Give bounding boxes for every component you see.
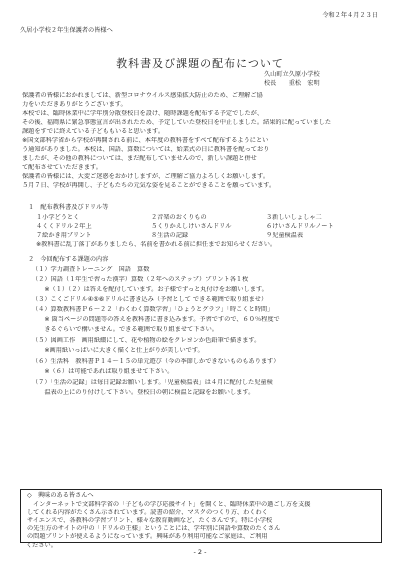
- item-row: [36, 232, 392, 240]
- intro-line: ５月７日、学校が再開し、子どもたちの元気な姿を見ることができることを願っています。: [22, 182, 276, 189]
- section1-heading: １ 配布教科書及びドリル等: [28, 204, 109, 211]
- info-line: ください。: [26, 542, 57, 549]
- page-title: 教科書及び課題の配布について: [116, 57, 284, 70]
- list-item: ６けいさんドリルノート: [266, 223, 334, 230]
- intro-line: て配布させていただきます。: [22, 164, 102, 171]
- task-line: 温表の上にのり付けして下さい。登校日の朝に検温と記録をお願いします。: [32, 389, 255, 396]
- list-item: ２音楽のおくりもの: [151, 214, 207, 221]
- info-box-heading: ◇ 興味のある皆さんへ: [27, 492, 94, 499]
- task-line: （５）図画工作 画用紙綴にして、花や植物の絵をクレヨンか色鉛筆で描きます。: [32, 337, 261, 344]
- intro-line: 力をいただきありがとうございます。: [22, 101, 127, 108]
- intro-line: 保護者の皆様には、大変ご迷惑をおかけしますが、ご理解ご協力よろしくお願いします。: [22, 173, 270, 180]
- task-line: （７）「生活の記録」は毎日記録お願いします。「児童検温表」は４月に配付した児童検: [32, 379, 273, 386]
- list-item: ８生活の記録: [151, 232, 189, 239]
- info-line: の先生方のサイトの中の「ドリルの王様」ということには、学年別に国語や算数のたくさん: [27, 525, 281, 532]
- section2-heading: ２ 今回配布する課題の内容: [28, 256, 109, 263]
- intro-line: う通知がありました。本校は、国語、算数については、始業式の日に教科書を配っており: [22, 146, 270, 153]
- task-line: ※ 箇当ページの問題等の答えを教科書に書き込みます。予習ですので、６０％程度で: [32, 316, 280, 323]
- school-name: 久山町立久原小学校: [264, 71, 320, 78]
- task-line: ※（１）（２）は答えを配付しています。お子様でずっと丸付けをお願いします。: [32, 286, 268, 293]
- page-number: - 2 -: [193, 548, 207, 556]
- list-item: ４くくドリル２年上: [36, 223, 92, 230]
- list-item: １小学どうとく: [36, 214, 80, 221]
- intro-line: ましたが、その他の教科については、まだ配布していませんので、新しい課題と併せ: [22, 155, 257, 162]
- principal-name: 校長 重松 宏明: [264, 80, 320, 87]
- info-box: [20, 489, 382, 543]
- info-line: サイエンスで、各教科の学習プリント、様々な教育動画など、たくさんです。特に小学校: [27, 517, 273, 524]
- intro-line: 保護者の皆様におかれましては、新型コロナウイルス感染拡大防止のため、ご理解ご協: [22, 92, 263, 99]
- info-line: インターネットで文部科学省の「子どもの学び応援サイト」を開くと、臨時休業中の過ごし方を支援: [33, 501, 311, 508]
- task-line: ※画用紙いっぱいに大きく描くと仕上がりが美しいです。: [32, 347, 204, 354]
- list-item: ５くりかえしけいさんドリル: [151, 223, 232, 230]
- date: 令和２年４月２３日: [322, 12, 378, 19]
- item-row: [36, 214, 392, 222]
- task-line: ※（６）は可能であれば取り組ませて下さい。: [32, 368, 174, 375]
- task-line: （１）学力調査トレーニング 国語 算数: [32, 266, 150, 273]
- list-item: ７絵かき用プリント: [36, 232, 92, 239]
- task-line: （３）こくごドリル④⑤⑥ドリルに書き込み（予習として できる範囲で取り組ませ）: [32, 296, 268, 303]
- list-item: ３新しいしょしゃ二: [266, 214, 322, 221]
- intro-line: ※国文部科学省から学校が再開される前に、本年度の教科書をすべて配布するようにとい: [22, 137, 269, 144]
- intro-line: 本校では、臨時休業中に学年別分散登校日を設け、随時課題を配布する予定でしたが、: [22, 110, 264, 117]
- task-line: （６）生活科 教科書Ｐ１４～１５の単元遊び（今の季節しかできないものもあります）: [32, 358, 280, 365]
- task-line: （２）国語（１年生で習った漢字）算数（２年へのステップ）プリント各１枚: [32, 276, 249, 283]
- task-line: （４）算数教科書Ｐ６～２２「わくわく算数学習」「ひょうとグラフ」「時こくと時間」: [32, 306, 274, 313]
- info-line: してくれる内容がたくさん示されています。読書の紹介、マスクのつくり方、わくわく: [27, 509, 268, 516]
- info-line: の問題プリントが使えるようになっています。興味があり利用可能なご家庭は、ご利用: [27, 533, 268, 540]
- list-item: ９児童検温表: [266, 232, 304, 239]
- task-line: きるぐらいで構いません。できる範囲で取り組ませて下さい。: [32, 326, 218, 333]
- item-row: [36, 223, 392, 231]
- intro-line: その後、福岡県に緊急事態宣言が出されたため、予定していた登校日を中止しました。結果的に配っていました: [22, 119, 332, 126]
- intro-line: 課題をすでに終えている子どももいると思います。: [22, 128, 165, 135]
- addressee: 久居小学校２年生保護者の皆様へ: [20, 27, 113, 34]
- section1-note: ※教科書に乱丁落丁がありましたら、名前を書かれる前に担任までお知らせください。: [36, 241, 277, 248]
